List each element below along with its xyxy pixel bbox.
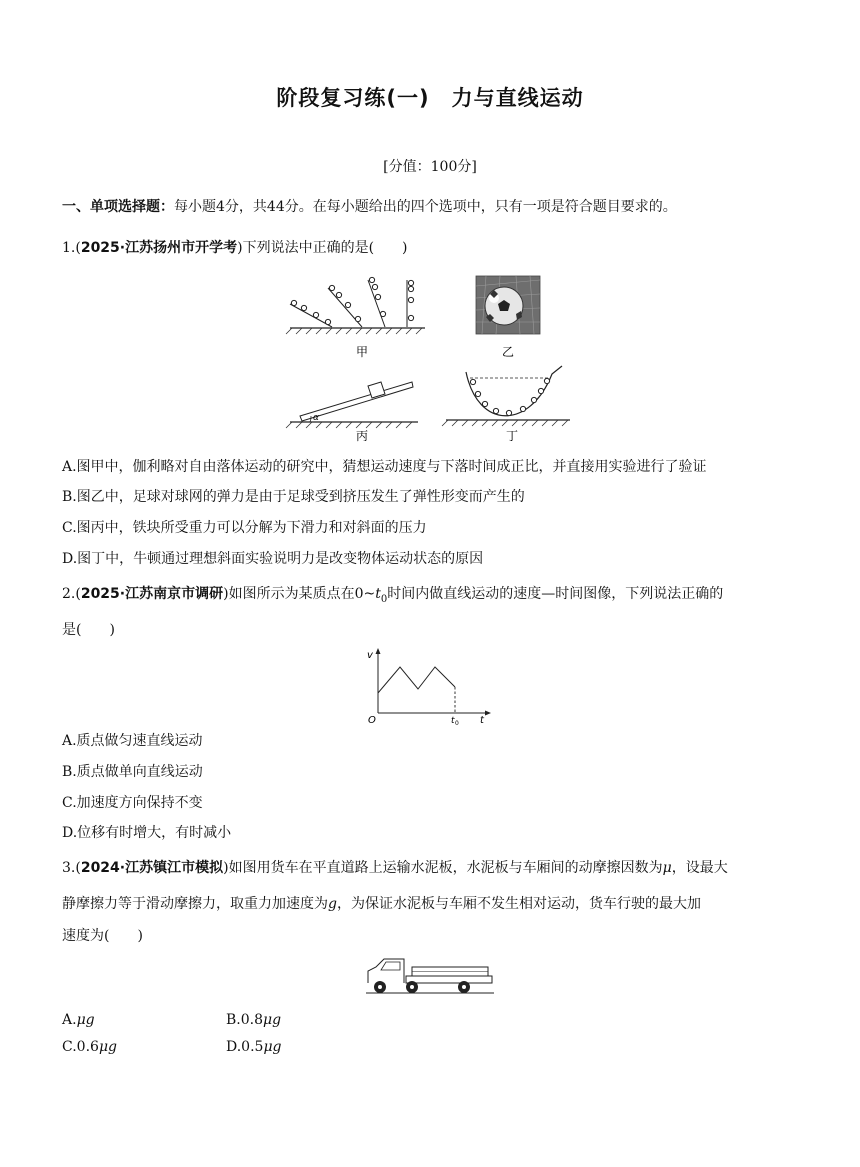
velocity-time-graph	[364, 645, 494, 725]
question-2-stem-line2: 是( )	[62, 622, 115, 638]
tick-label-t0-sub: 0	[455, 720, 459, 725]
angle-alpha-label: α	[313, 413, 319, 423]
origin-label: O	[368, 715, 376, 725]
q3-option-b[interactable]: B.0.8μg	[226, 1012, 282, 1028]
figure-bing-incline-block	[286, 382, 418, 428]
q3-option-a[interactable]: A.μg	[62, 1012, 95, 1028]
section-heading: 一、单项选择题：	[62, 199, 174, 215]
question-text-continued: ，设最大	[671, 860, 728, 876]
q1-option-a[interactable]: A.图甲中，伽利略对自由落体运动的研究中，猜想运动速度与下落时间成正比，并直接用实验进行了验证	[62, 459, 707, 475]
question-source: 2024·江苏镇江市模拟	[80, 860, 224, 876]
section-desc: 每小题4分，共44分。在每小题给出的四个选项中，只有一项是符合题目要求的。	[174, 199, 677, 215]
question-source: 2025·江苏南京市调研	[80, 586, 224, 602]
football-net-photo	[476, 276, 540, 334]
section-header	[62, 197, 677, 217]
figure-jia-inclines	[286, 277, 425, 334]
q1-option-b[interactable]: B.图乙中，足球对球网的弹力是由于足球受到挤压发生了弹性形变而产生的	[62, 489, 525, 505]
question-text: )如图用货车在平直道路上运输水泥板，水泥板与车厢间的动摩擦因数为	[223, 860, 663, 876]
question-2-stem	[62, 584, 723, 610]
question-number: 2.(	[62, 586, 81, 602]
page-title: 阶段复习练(一) 力与直线运动	[276, 86, 584, 110]
q1-option-c[interactable]: C.图丙中，铁块所受重力可以分解为下滑力和对斜面的压力	[62, 520, 427, 536]
figure-label-ding: 丁	[505, 429, 519, 443]
figure-label-jia: 甲	[355, 345, 369, 359]
mu-symbol: μ	[662, 860, 672, 876]
q2-option-c[interactable]: C.加速度方向保持不变	[62, 795, 203, 811]
question-text-continued: ，为保证水泥板与车厢不发生相对运动，货车行驶的最大加	[336, 896, 701, 912]
figure-label-yi: 乙	[501, 345, 515, 359]
t0-symbol: t	[375, 586, 381, 602]
question-source: 2025·江苏扬州市开学考	[80, 240, 238, 256]
question-3-stem	[62, 858, 728, 878]
q3-option-c[interactable]: C.0.6μg	[62, 1039, 117, 1055]
question-text: 静摩擦力等于滑动摩擦力，取重力加速度为	[62, 896, 328, 912]
question-3-stem-line3: 速度为( )	[62, 928, 143, 944]
q1-option-d[interactable]: D.图丁中，牛顿通过理想斜面实验说明力是改变物体运动状态的原因	[62, 551, 484, 567]
q3-options-row-1	[62, 1010, 462, 1030]
question-1-figures	[280, 270, 580, 445]
figure-ding-curved-track	[442, 366, 570, 426]
question-1-stem	[62, 238, 408, 258]
question-number: 3.(	[62, 860, 81, 876]
tick-label-t0: t	[451, 716, 455, 725]
q3-option-d[interactable]: D.0.5μg	[226, 1039, 282, 1055]
question-number: 1.(	[62, 240, 81, 256]
g-symbol: g	[328, 896, 337, 912]
q3-options-row-2	[62, 1037, 462, 1057]
question-text-continued: 时间内做直线运动的速度—时间图像，下列说法正确的	[387, 586, 724, 602]
question-text: )下列说法中正确的是( )	[237, 240, 408, 256]
axis-label-t: t	[480, 715, 484, 725]
axis-label-v: v	[367, 650, 373, 661]
figure-label-bing: 丙	[355, 429, 369, 443]
question-text: )如图所示为某质点在0~	[223, 586, 376, 602]
q2-option-a[interactable]: A.质点做匀速直线运动	[62, 733, 203, 749]
truck-with-cement-slab	[362, 955, 497, 1000]
t0-subscript: 0	[380, 593, 388, 605]
question-3-stem-line2	[62, 894, 701, 914]
q2-option-b[interactable]: B.质点做单向直线运动	[62, 764, 203, 780]
q2-option-d[interactable]: D.位移有时增大，有时减小	[62, 825, 232, 841]
score-note: [分值：100分]	[383, 159, 477, 175]
